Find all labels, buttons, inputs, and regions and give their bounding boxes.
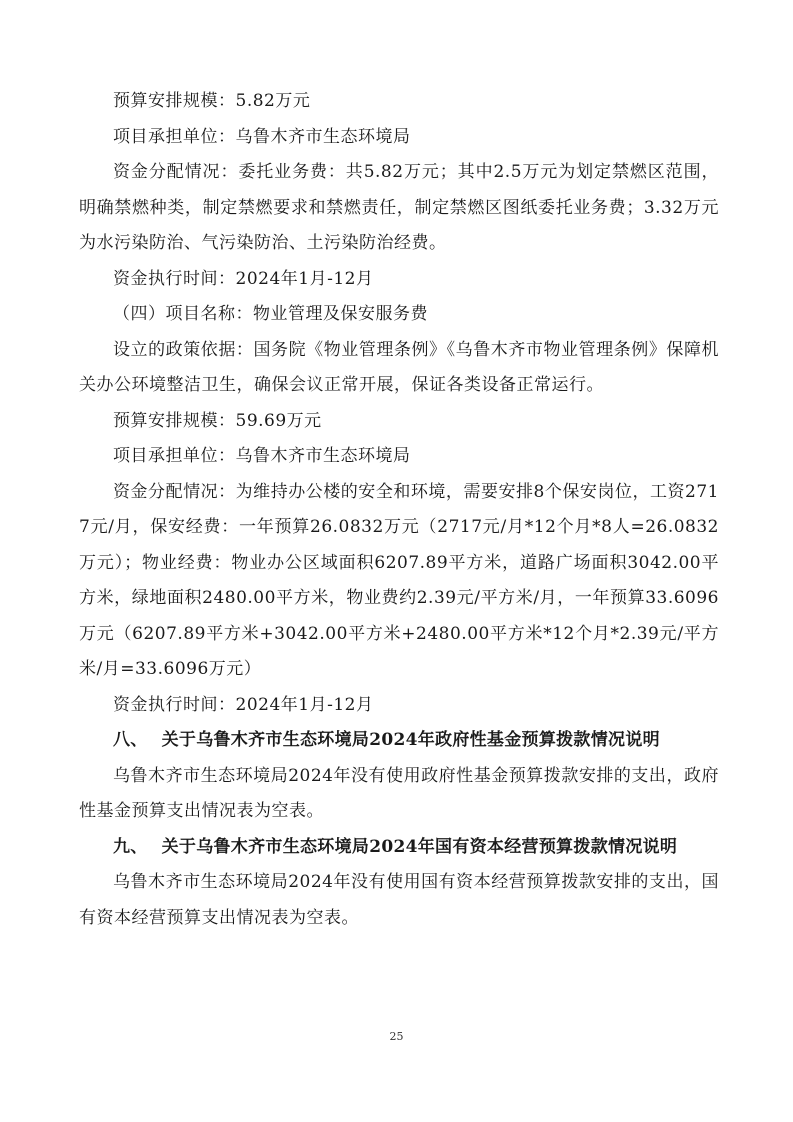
undertaking-unit-line: 项目承担单位：乌鲁木齐市生态环境局	[113, 126, 411, 147]
fund-allocation-paragraph: 资金分配情况：委托业务费：共5.82万元；其中2.5万元为划定禁燃区范围，明确禁燃种类，制定禁燃要求和禁燃责任，制定禁燃区图纸委托业务费；3.32万元为水污染防治、气污染防治、土污染防治经费。	[79, 162, 719, 253]
section-number: 九、	[113, 836, 148, 857]
page-body	[79, 84, 719, 936]
section-number: 八、	[113, 730, 148, 750]
project-name-line: （四）项目名称：物业管理及保安服务费	[113, 304, 428, 324]
section-title: 关于乌鲁木齐市生态环境局2024年国有资本经营预算拨款情况说明	[161, 836, 678, 857]
section-title: 关于乌鲁木齐市生态环境局2024年政府性基金预算拨款情况说明	[161, 730, 660, 750]
budget-scale-line: 预算安排规模：59.69万元	[113, 410, 322, 431]
state-capital-paragraph: 乌鲁木齐市生态环境局2024年没有使用国有资本经营预算拨款安排的支出，国有资本经营预算支出情况表为空表。	[79, 872, 719, 928]
policy-basis-paragraph: 设立的政策依据：国务院《物业管理条例》《乌鲁木齐市物业管理条例》保障机关办公环境整洁卫生，确保会议正常开展，保证各类设备正常运行。	[79, 339, 719, 395]
execution-time-line: 资金执行时间：2024年1月-12月	[113, 694, 374, 715]
section-heading-8	[79, 723, 719, 759]
fund-allocation-paragraph: 资金分配情况：为维持办公楼的安全和环境，需要安排8个保安岗位，工资2717元/月，保安经费：一年预算26.0832万元（2717元/月*12个月*8人=26.0832万元）；物业经费：物业办公区域面积6207.89平方米，道路广场面积3042.00平方米，绿地面积2480.00平方米，物业费约2.39元/平方米/月，一年预算33.6096万元（6207.89平方米+3042.00平方米+2480.00平方米*12个月*2.39元/平方米/月=33.6096万元）	[79, 481, 719, 679]
undertaking-unit-line: 项目承担单位：乌鲁木齐市生态环境局	[113, 446, 411, 466]
government-fund-paragraph: 乌鲁木齐市生态环境局2024年没有使用政府性基金预算拨款安排的支出，政府性基金预算支出情况表为空表。	[79, 765, 719, 821]
page-number: 25	[389, 1030, 404, 1043]
budget-scale-line: 预算安排规模：5.82万元	[113, 91, 311, 111]
section-heading-9	[79, 830, 719, 866]
execution-time-line: 资金执行时间：2024年1月-12月	[113, 268, 374, 289]
